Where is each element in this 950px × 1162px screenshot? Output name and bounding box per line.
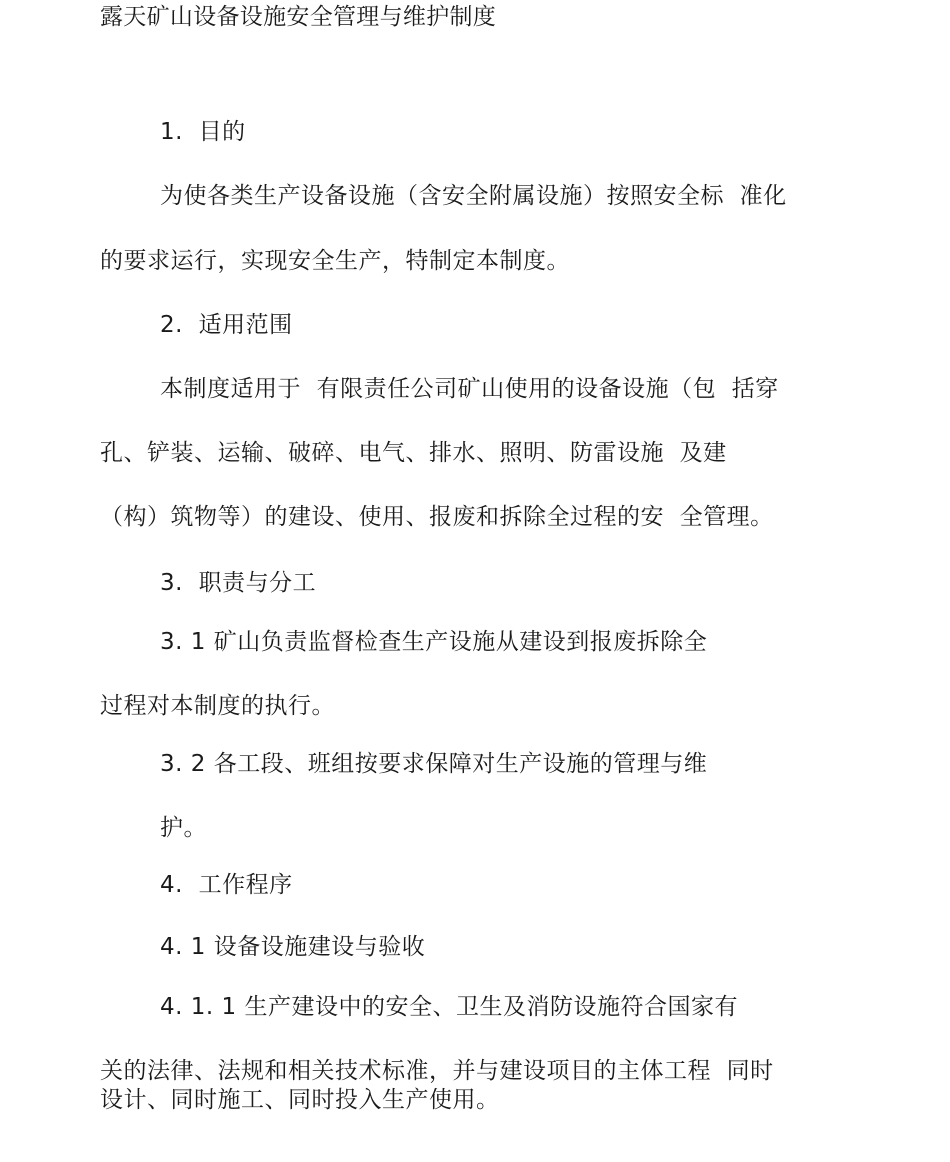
paragraph-line: 关的法律、法规和相关技术标准，并与建设项目的主体工程 同时 — [100, 1058, 774, 1084]
paragraph-line: （构）筑物等）的建设、使用、报废和拆除全过程的安 全管理。 — [100, 504, 774, 530]
paragraph-line: 的要求运行，实现安全生产，特制定本制度。 — [100, 248, 570, 274]
paragraph-line: 4. 1. 1 生产建设中的安全、卫生及消防设施符合国家有 — [160, 994, 738, 1020]
paragraph-line: 为使各类生产设备设施（含安全附属设施）按照安全标 准化 — [160, 183, 787, 209]
subsection-heading: 4. 1 设备设施建设与验收 — [160, 934, 426, 960]
section-heading-responsibilities: 3. 职责与分工 — [160, 570, 317, 596]
paragraph-line: 3. 2 各工段、班组按要求保障对生产设施的管理与维 — [160, 751, 708, 777]
section-heading-procedure: 4. 工作程序 — [160, 872, 293, 898]
paragraph-line: 护。 — [160, 815, 207, 841]
paragraph-line: 3. 1 矿山负责监督检查生产设施从建设到报废拆除全 — [160, 629, 708, 655]
document-title: 露天矿山设备设施安全管理与维护制度 — [100, 4, 497, 30]
paragraph-line: 孔、铲装、运输、破碎、电气、排水、照明、防雷设施 及建 — [100, 440, 727, 466]
paragraph-line: 本制度适用于 有限责任公司矿山使用的设备设施（包 括穿 — [160, 376, 779, 402]
paragraph-line: 设计、同时施工、同时投入生产使用。 — [100, 1087, 500, 1113]
section-heading-purpose: 1. 目的 — [160, 119, 246, 145]
section-heading-scope: 2. 适用范围 — [160, 312, 293, 338]
paragraph-line: 过程对本制度的执行。 — [100, 693, 335, 719]
